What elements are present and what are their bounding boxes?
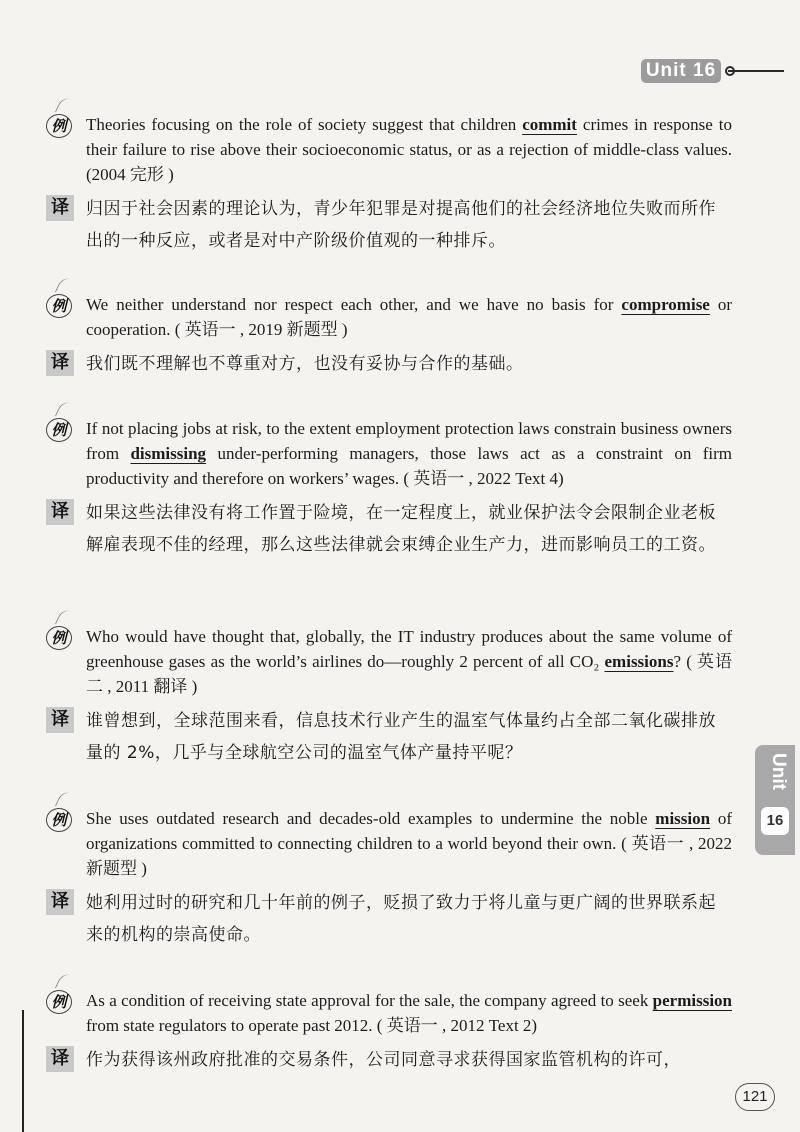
example-sentence <box>42 292 732 342</box>
translation-text: 我们既不理解也不尊重对方，也没有妥协与合作的基础。 <box>86 354 524 374</box>
translation-text: 她利用过时的研究和几十年前的例子，贬损了致力于将儿童与更广阔的世界联系起来的机构的崇高使命。 <box>86 893 716 945</box>
example-icon: 例 <box>42 804 76 834</box>
sentence-text: We neither understand nor respect each other, and we have no basis for <box>86 295 622 314</box>
translation-text: 作为获得该州政府批准的交易条件，公司同意寻求获得国家监管机构的许可， <box>86 1050 681 1070</box>
sentence-text: As a condition of receiving state approval for the sale, the company agreed to seek <box>86 991 653 1010</box>
header-rule <box>728 70 784 72</box>
keyword: permission <box>652 991 732 1010</box>
example-entry <box>42 806 732 951</box>
translation-icon: 译 <box>46 195 74 221</box>
sentence-text: If not placing jobs at risk, to the extent employment protection laws constrain business owners from <box>86 419 732 463</box>
example-sentence <box>42 112 732 187</box>
example-sentence <box>42 806 732 881</box>
translation <box>42 1044 732 1076</box>
keyword: dismissing <box>130 444 207 463</box>
example-icon: 例 <box>42 986 76 1016</box>
translation-icon: 译 <box>46 707 74 733</box>
sentence-text: or cooperation. ( 英语一 , 2019 新题型 ) <box>86 295 732 339</box>
page-number: 121 <box>735 1083 775 1111</box>
example-sentence <box>42 416 732 491</box>
translation-text: 归因于社会因素的理论认为，青少年犯罪是对提高他们的社会经济地位失败而所作出的一种反应，或者是对中产阶级价值观的一种排斥。 <box>86 199 716 251</box>
example-entry <box>42 416 732 561</box>
sentence-text: Theories focusing on the role of society suggest that children <box>86 115 523 134</box>
translation-text: 谁曾想到，全球范围来看，信息技术行业产生的温室气体量约占全部二氧化碳排放量的 2%，几乎与全球航空公司的温室气体产量持平呢？ <box>86 711 716 763</box>
side-tab-number: 16 <box>761 807 789 835</box>
side-tab <box>755 745 795 855</box>
sentence-text: from state regulators to operate past 2012. ( 英语一 , 2012 Text 2) <box>86 1016 538 1035</box>
keyword: compromise <box>621 295 710 314</box>
translation <box>42 705 732 769</box>
example-sentence <box>42 988 732 1038</box>
sentence-text: Who would have thought that, globally, the IT industry produces about the same volume of greenhouse gases as the world’s airlines do—roughly 2 percent of all CO₂ <box>86 627 732 671</box>
translation-icon: 译 <box>46 1046 74 1072</box>
translation <box>42 193 732 257</box>
example-sentence <box>42 624 732 699</box>
example-entry <box>42 988 732 1076</box>
sentence-text: ? ( 英语二 , 2011 翻译 ) <box>86 652 732 696</box>
example-entry <box>42 292 732 380</box>
translation-text: 如果这些法律没有将工作置于险境，在一定程度上，就业保护法令会限制企业老板解雇表现不佳的经理，那么这些法律就会束缚企业生产力，进而影响员工的工资。 <box>86 503 716 555</box>
example-entry <box>42 112 732 257</box>
translation-icon: 译 <box>46 889 74 915</box>
translation <box>42 497 732 561</box>
sentence-text: She uses outdated research and decades-old examples to undermine the noble <box>86 809 656 828</box>
unit-badge: Unit 16 <box>641 59 721 83</box>
keyword: commit <box>522 115 577 134</box>
keyword: emissions <box>604 652 674 671</box>
sentence-text: crimes in response to their failure to rise above their socioeconomic status, or as a rejection of middle-class values. (2004 完形 ) <box>86 115 732 184</box>
example-icon: 例 <box>42 622 76 652</box>
sentence-text: of organizations committed to connecting children to a world beyond their own. ( 英语一 , 2022 新题型 ) <box>86 809 732 878</box>
side-tab-word: Unit <box>768 753 789 790</box>
example-entry <box>42 624 732 769</box>
example-icon: 例 <box>42 414 76 444</box>
sentence-text: under-performing managers, those laws act as a constraint on firm productivity and therefore on workers’ wages. ( 英语一 , 2022 Text 4) <box>86 444 732 488</box>
translation <box>42 348 732 380</box>
translation-icon: 译 <box>46 350 74 376</box>
keyword: mission <box>655 809 711 828</box>
translation-icon: 译 <box>46 499 74 525</box>
translation <box>42 887 732 951</box>
margin-rule <box>22 1010 24 1132</box>
example-icon: 例 <box>42 110 76 140</box>
example-icon: 例 <box>42 290 76 320</box>
